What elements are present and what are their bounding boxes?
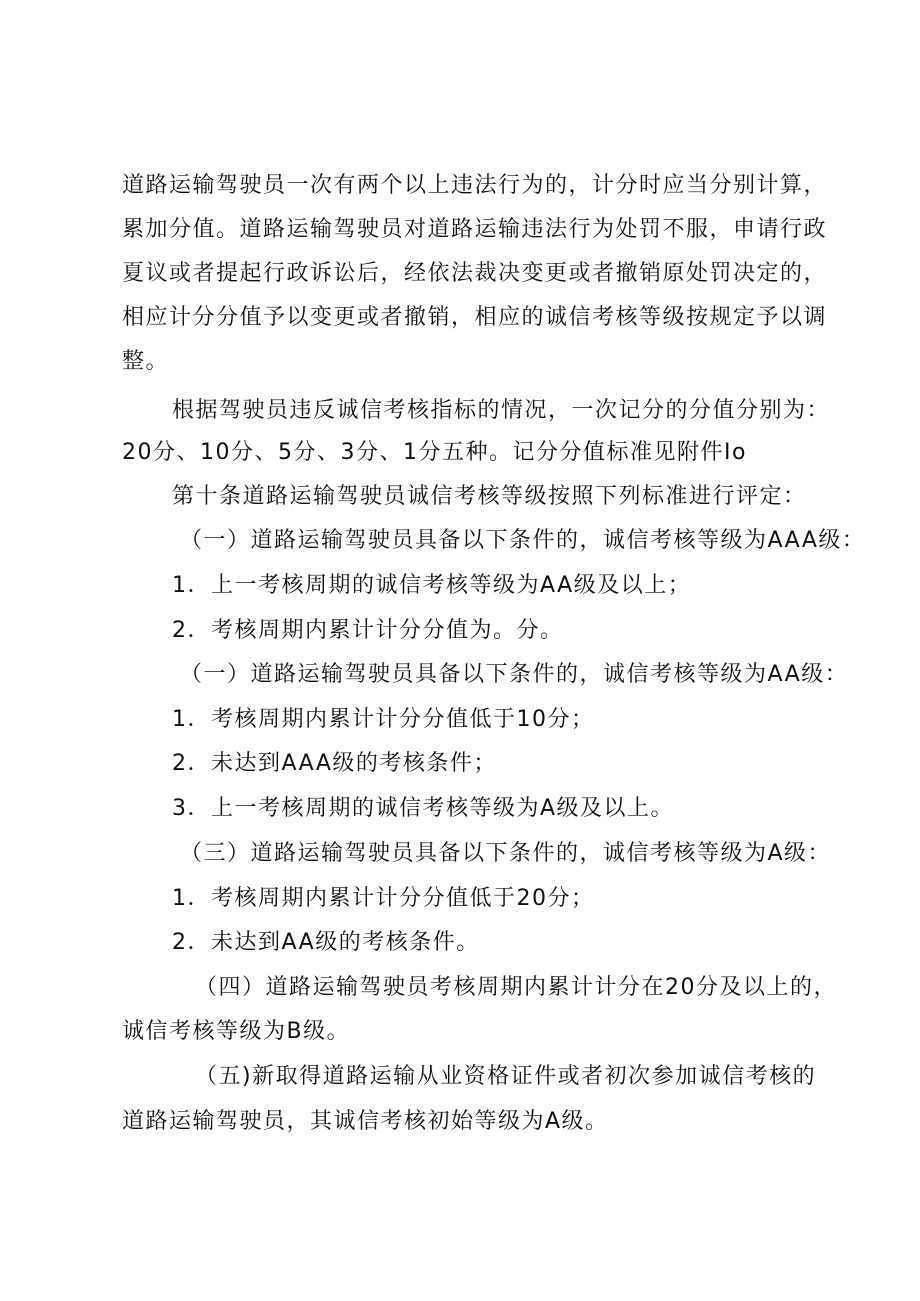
text-line: （五)新取得道路运输从业资格证件或者初次参加诚信考核的 (195, 1064, 817, 1089)
text-line: 道路运输驾驶员一次有两个以上违法行为的，计分时应当分别计算， (122, 173, 828, 198)
text-line: 3．上一考核周期的诚信考核等级为A级及以上。 (172, 796, 675, 821)
text-line: （三）道路运输驾驶员具备以下条件的，诚信考核等级为A级： (180, 841, 832, 866)
text-line: 累加分值。道路运输驾驶员对道路运输违法行为处罚不服，申请行政 (122, 217, 828, 242)
text-line: 2．未达到AAA级的考核条件； (172, 751, 497, 776)
text-line: 20分、10分、5分、3分、1分五种。记分分值标准见附件Io (122, 440, 747, 465)
text-line: 第十条道路运输驾驶员诚信考核等级按照下列标准进行评定： (172, 484, 807, 509)
text-line: 夏议或者提起行政诉讼后，经依法裁决变更或者撤销原处罚决定的， (122, 261, 828, 286)
text-line: 2．未达到AA级的考核条件。 (172, 930, 480, 955)
text-line: 1．上一考核周期的诚信考核等级为AA级及以上； (172, 573, 692, 598)
text-line: 诚信考核等级为B级。 (122, 1019, 351, 1044)
text-line: （四）道路运输驾驶员考核周期内累计计分在20分及以上的， (195, 975, 837, 1000)
text-line: 根据驾驶员违反诚信考核指标的情况，一次记分的分值分别为： (172, 398, 831, 423)
text-line: 1．考核周期内累计计分分值低于20分； (172, 886, 595, 911)
text-line: 2．考核周期内累计计分分值为。分。 (172, 618, 564, 643)
text-line: 道路运输驾驶员，其诚信考核初始等级为A级。 (122, 1109, 609, 1134)
text-line: 1．考核周期内累计计分分值低于10分； (172, 707, 595, 732)
text-line: （一）道路运输驾驶员具备以下条件的，诚信考核等级为AA级： (180, 662, 849, 687)
text-line: 整。 (122, 349, 170, 374)
text-line: 相应计分分值予以变更或者撤销，相应的诚信考核等级按规定予以调 (122, 305, 828, 330)
text-line: （一）道路运输驾驶员具备以下条件的，诚信考核等级为AAA级： (180, 528, 866, 553)
